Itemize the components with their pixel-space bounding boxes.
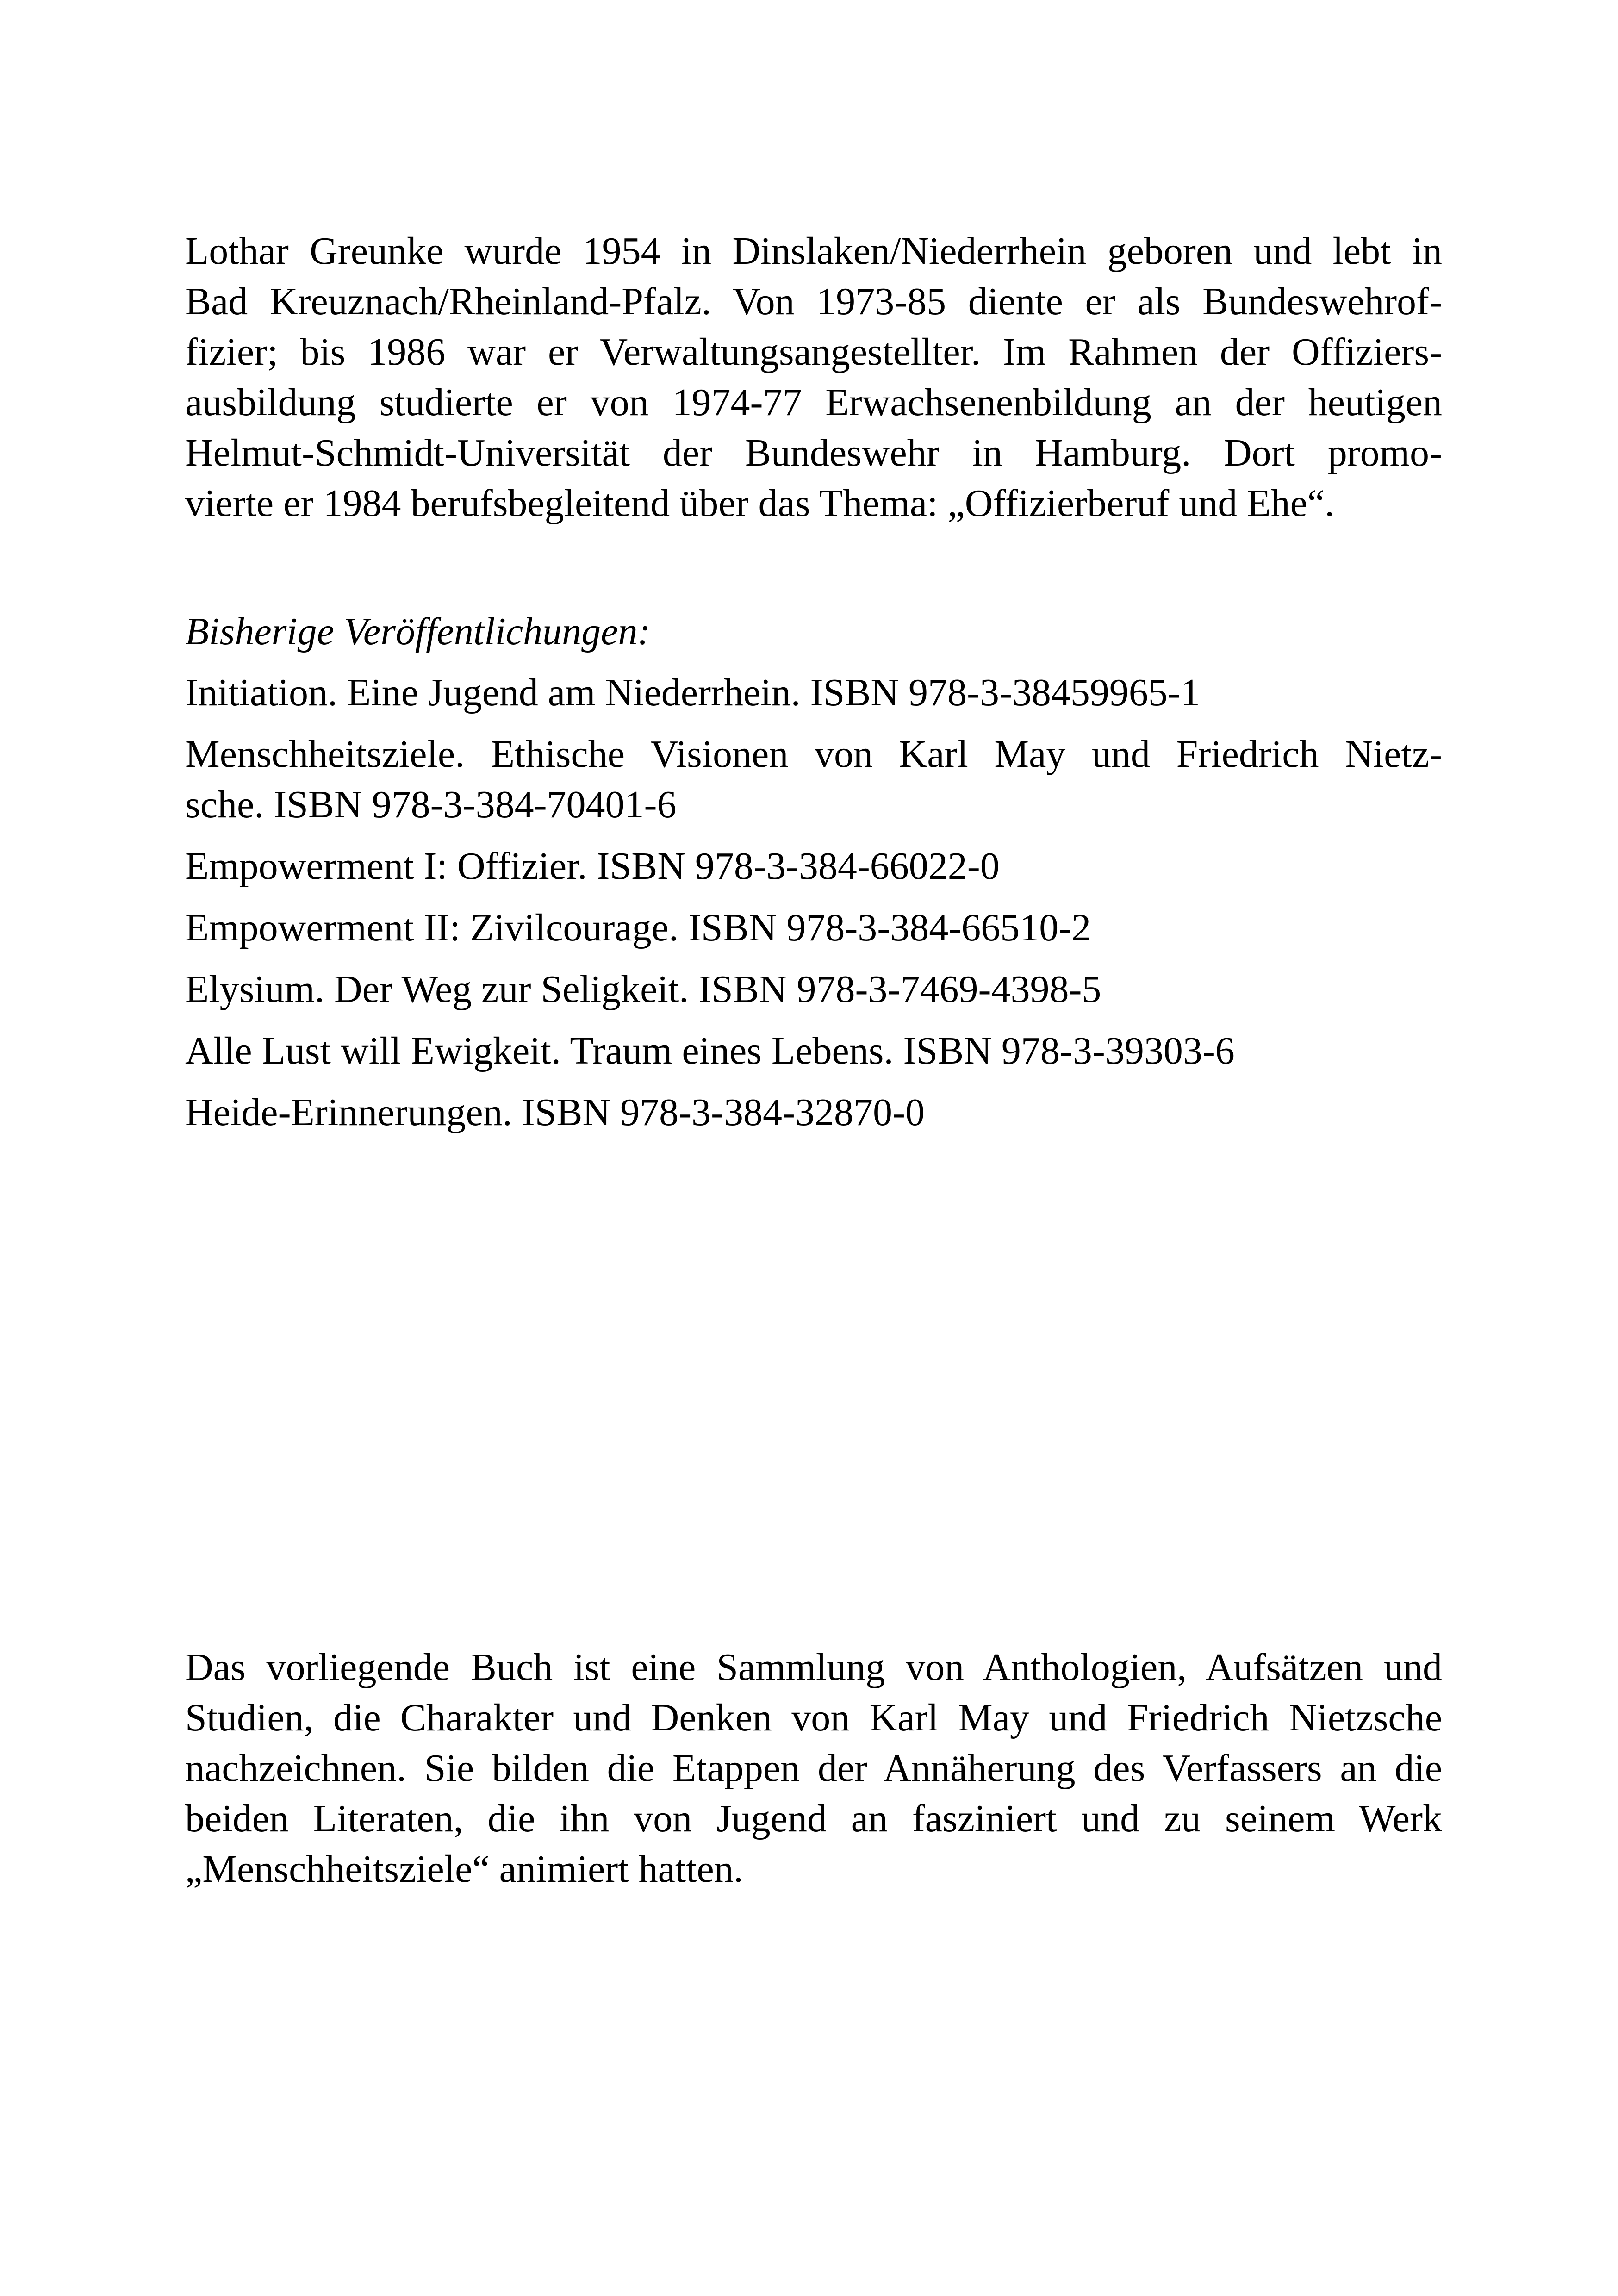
publications-section xyxy=(185,606,1442,1149)
publication-text: Menschheitsziele. Ethische Visionen von Karl May und Friedrich Nietz- xyxy=(185,733,1442,776)
publication-item xyxy=(185,1026,1442,1087)
book-blurb-line: Das vorliegende Buch ist eine Sammlung von Anthologien, Aufsätzen und xyxy=(185,1646,1442,1689)
author-bio-line: vierte er 1984 berufsbegleitend über das Thema: „Offizierberuf und Ehe“. xyxy=(185,482,1335,525)
author-bio xyxy=(185,226,1442,529)
publication-item xyxy=(185,1087,1442,1149)
publication-item xyxy=(185,667,1442,729)
author-bio-line: Lothar Greunke wurde 1954 in Dinslaken/Niederrhein geboren und lebt in xyxy=(185,230,1442,273)
publication-item xyxy=(185,902,1442,964)
publication-text: Initiation. Eine Jugend am Niederrhein. ISBN 978-3-38459965-1 xyxy=(185,671,1200,714)
publications-list xyxy=(185,667,1442,1149)
publication-text: sche. ISBN 978-3-384-70401-6 xyxy=(185,783,677,826)
author-bio-line: ausbildung studierte er von 1974-77 Erwachsenenbildung an der heutigen xyxy=(185,381,1442,424)
publication-item xyxy=(185,841,1442,902)
author-bio-line: Bad Kreuznach/Rheinland-Pfalz. Von 1973-85 diente er als Bundeswehrof- xyxy=(185,280,1442,323)
book-blurb-line: „Menschheitsziele“ animiert hatten. xyxy=(185,1848,743,1891)
book-blurb-line: beiden Literaten, die ihn von Jugend an fasziniert und zu seinem Werk xyxy=(185,1797,1442,1840)
publication-text: Empowerment II: Zivilcourage. ISBN 978-3-384-66510-2 xyxy=(185,906,1091,949)
book-blurb xyxy=(185,1642,1442,1894)
publication-item xyxy=(185,729,1442,841)
publication-text: Empowerment I: Offizier. ISBN 978-3-384-66022-0 xyxy=(185,845,1000,888)
publication-item xyxy=(185,964,1442,1026)
author-bio-line: fizier; bis 1986 war er Verwaltungsangestellter. Im Rahmen der Offiziers- xyxy=(185,330,1442,373)
book-blurb-line: nachzeichnen. Sie bilden die Etappen der Annäherung des Verfassers an die xyxy=(185,1747,1442,1790)
publication-text: Elysium. Der Weg zur Seligkeit. ISBN 978-3-7469-4398-5 xyxy=(185,968,1101,1011)
publication-text: Heide-Erinnerungen. ISBN 978-3-384-32870-0 xyxy=(185,1091,925,1134)
book-blurb-line: Studien, die Charakter und Denken von Karl May und Friedrich Nietzsche xyxy=(185,1696,1442,1739)
publication-text: Alle Lust will Ewigkeit. Traum eines Lebens. ISBN 978-3-39303-6 xyxy=(185,1029,1235,1072)
publications-heading: Bisherige Veröffentlichungen: xyxy=(185,610,651,653)
author-bio-line: Helmut-Schmidt-Universität der Bundeswehr in Hamburg. Dort promo- xyxy=(185,431,1442,474)
